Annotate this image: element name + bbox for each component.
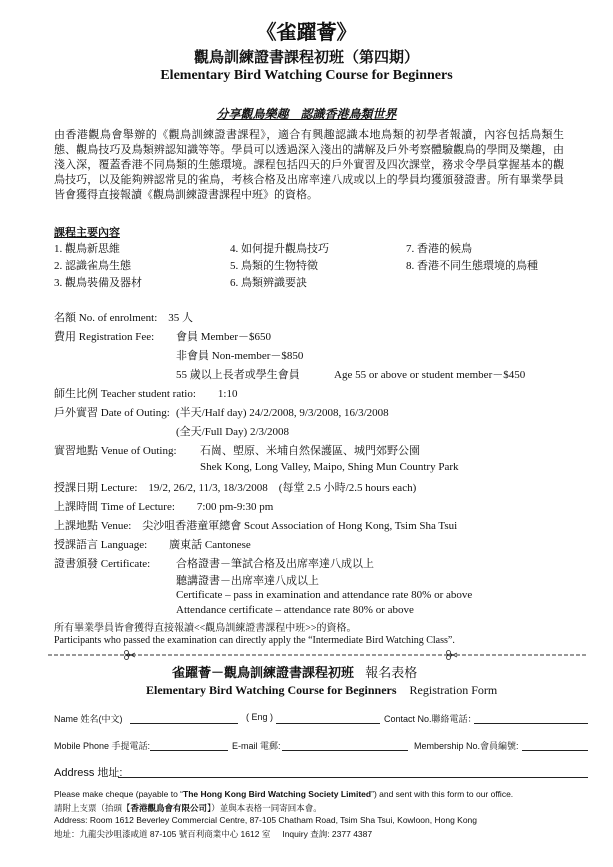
contents-item-7: 7. 香港的候鳥 [406, 243, 472, 255]
contents-item-5: 5. 鳥類的生物特徵 [230, 260, 318, 272]
name-field-label: Name 姓名(中文) [54, 714, 123, 724]
cheque-zh-pre: 請附上支票（抬頭【 [54, 803, 131, 813]
lecture-time: 上課時間 Time of Lecture: 7:00 pm-9:30 pm [54, 501, 274, 513]
payee-name-en: The Hong Kong Bird Watching Society Limited [183, 789, 372, 799]
venue-outing-label: 實習地點 Venue of Outing: [54, 445, 177, 457]
lecture-dates: 授課日期 Lecture: 19/2, 26/2, 11/3, 18/3/2008 (每堂 2.5 小時/2.5 hours each) [54, 482, 417, 494]
contents-item-6: 6. 鳥類辨識要訣 [230, 277, 307, 289]
office-address-zh-text: 地址：九龍尖沙咀漆咸道 87-105 號百利商業中心 1612 室 [54, 829, 271, 839]
mobile-label: Mobile Phone 手提電話: [54, 741, 151, 751]
contact-input[interactable] [474, 711, 588, 724]
course-title-en: Elementary Bird Watching Course for Beginners [160, 68, 453, 83]
outing-half-day: (半天/Half day) 24/2/2008, 9/3/2008, 16/3/2008 [176, 407, 389, 419]
form-title-zh-sub: 報名表格 [365, 665, 418, 680]
certificate-attend-en: Attendance certificate – attendance rate 80% or above [176, 604, 414, 616]
certificate-label: 證書頒發 Certificate: [54, 558, 151, 570]
fee-member: 會員 Member－$650 [176, 331, 272, 343]
form-title-en-sub: Registration Form [409, 683, 498, 697]
office-address-zh [54, 828, 372, 840]
outing-label: 戶外實習 Date of Outing: [54, 407, 170, 419]
cheque-zh-post: 】）並與本表格一同寄回本會。 [207, 803, 322, 813]
cheque-instruction-zh [54, 802, 322, 814]
slogan: 分享觀鳥樂趣 認識香港鳥類世界 [216, 107, 397, 121]
contents-item-3: 3. 觀鳥裝備及器材 [54, 277, 142, 289]
membership-label: Membership No.會員編號: [414, 741, 519, 751]
outing-full-day: (全天/Full Day) 2/3/2008 [176, 426, 290, 438]
address-label: Address 地址: [54, 767, 123, 779]
fee-senior-en: Age 55 or above or student member－$450 [334, 369, 526, 381]
email-label: E-mail 電郵: [232, 741, 281, 751]
contact-label: Contact No.聯絡電話： [384, 714, 477, 724]
teacher-ratio: 師生比例 Teacher student ratio: 1:10 [54, 388, 238, 400]
email-input[interactable] [282, 738, 408, 751]
name-eng-label: ( Eng ) [246, 712, 274, 722]
note-zh: 所有畢業學員皆會獲得直接報讀<<觀鳥訓練證書課程中班>>的資格。 [54, 623, 357, 634]
membership-input[interactable] [522, 738, 588, 751]
form-title-en-main: Elementary Bird Watching Course for Beginners [146, 683, 397, 697]
enrolment: 名額 No. of enrolment: 35 人 [54, 312, 194, 324]
contents-item-2: 2. 認識雀鳥生態 [54, 260, 131, 272]
form-title-en [146, 683, 497, 698]
fee-label: 費用 Registration Fee: [54, 331, 155, 343]
contents-item-1: 1. 觀鳥新思維 [54, 243, 120, 255]
office-address-en: Address: Room 1612 Beverley Commercial Centre, 87-105 Chatham Road, Tsim Sha Tsui, Kowloon, Hong Kong [54, 815, 478, 825]
form-title-zh [172, 662, 417, 681]
certificate-pass-en: Certificate – pass in examination and attendance rate 80% or above [176, 589, 473, 601]
certificate-attend-zh: 聽講證書－出席率達八成以上 [176, 575, 319, 587]
contents-heading: 課程主要內容 [54, 227, 120, 239]
language: 授課語言 Language: 廣東話 Cantonese [54, 539, 251, 551]
cheque-instruction-en [54, 789, 513, 799]
name-eng-input[interactable] [276, 711, 380, 724]
intro-paragraph: 由香港觀鳥會舉辦的《觀鳥訓練證書課程》，適合有興趣認識本地鳥類的初學者報讀，內容包括鳥類生態、觀鳥技巧及鳥類辨認知識等等。學員可以透過深入淺出的講解及戶外考察體驗觀鳥的學問及樂趣，由淺入深，覆蓋香港不同鳥類的生態環境。課程包括四天的戶外實習及四次課堂，務求令學員掌握基本的觀鳥技巧，以及能夠辨認常見的雀鳥，考核合格及出席率達八成或以上的學員均獲頒發證書。所有畢業學員皆會獲得直接報讀《觀鳥訓練證書課程中班》的資格。 [54, 129, 564, 201]
fee-senior-zh: 55 歲以上長者或學生會員 [176, 369, 300, 381]
brand-title: 《雀躍薈》 [256, 22, 357, 44]
cheque-text-pre: Please make cheque (payable to “ [54, 789, 183, 799]
venue-outing-zh: 石崗、塱原、米埔自然保護區、城門郊野公園 [200, 445, 420, 457]
fee-nonmember: 非會員 Non-member－$850 [176, 350, 304, 362]
contents-item-8: 8. 香港不同生態環境的鳥種 [406, 260, 538, 272]
lecture-venue: 上課地點 Venue: 尖沙咀香港童軍總會 Scout Association of Hong Kong, Tsim Sha Tsui [54, 520, 458, 532]
note-en: Participants who passed the examination can directly apply the “Intermediate Bird Watching Class”. [54, 635, 455, 646]
form-title-zh-main: 雀躍薈－觀鳥訓練證書課程初班 [172, 665, 355, 680]
inquiry-phone: Inquiry 查詢: 2377 4387 [282, 829, 373, 839]
cut-line [48, 650, 588, 660]
payee-name-zh: 香港觀鳥會有限公司 [130, 803, 208, 813]
name-zh-input[interactable] [130, 711, 238, 724]
venue-outing-en: Shek Kong, Long Valley, Maipo, Shing Mun Country Park [200, 461, 459, 473]
cheque-text-post: ”) and sent with this form to our office. [371, 789, 514, 799]
address-input[interactable] [118, 765, 588, 778]
course-title-zh: 觀鳥訓練證書課程初班（第四期） [193, 50, 419, 66]
mobile-input[interactable] [150, 738, 228, 751]
certificate-pass-zh: 合格證書－筆試合格及出席率達八成以上 [176, 558, 374, 570]
contents-item-4: 4. 如何提升觀鳥技巧 [230, 243, 329, 255]
